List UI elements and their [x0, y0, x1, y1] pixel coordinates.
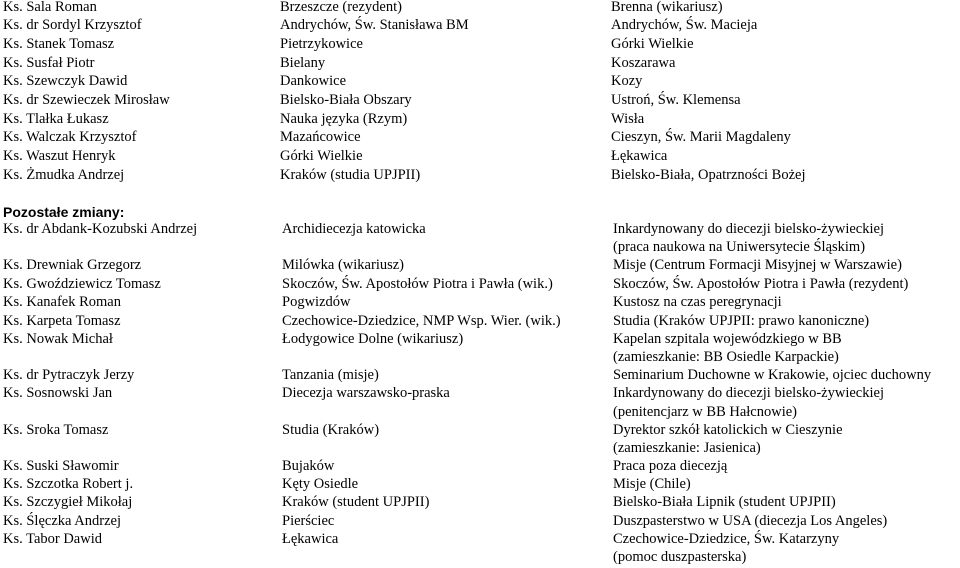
priest-name: Ks. Sroka Tomasz: [3, 422, 109, 438]
table-row: [0, 421, 960, 439]
priest-name: Ks. Żmudka Andrzej: [3, 167, 125, 183]
priest-name: Ks. Tlałka Łukasz: [3, 111, 109, 127]
previous-post: Kraków (studia UPJPII): [280, 167, 421, 183]
previous-post: Milówka (wikariusz): [282, 257, 405, 273]
section-heading: Pozostałe zmiany:: [3, 204, 125, 220]
new-post: Inkardynowany do diecezji bielsko-żywieckiej: [613, 221, 884, 237]
table-row: [0, 439, 960, 457]
priest-name: Ks. Gwoździewicz Tomasz: [3, 276, 161, 292]
table-row: [0, 293, 960, 311]
previous-post: Bielsko-Biała Obszary: [280, 92, 412, 108]
new-post: (praca naukowa na Uniwersytecie Śląskim): [613, 239, 866, 255]
previous-post: Dankowice: [280, 73, 347, 89]
table-row: [0, 72, 960, 90]
new-post: Misje (Centrum Formacji Misyjnej w Warszawie): [613, 257, 902, 273]
new-post: Studia (Kraków UPJPII: prawo kanoniczne): [613, 313, 870, 329]
priest-name: Ks. Susfał Piotr: [3, 55, 95, 71]
table-row: [0, 256, 960, 274]
table-row: [0, 330, 960, 348]
new-post: (pomoc duszpasterska): [613, 549, 747, 565]
table-row: [0, 54, 960, 72]
table-row: [0, 238, 960, 256]
priest-name: Ks. Szczygieł Mikołaj: [3, 494, 133, 510]
table-row: [0, 275, 960, 293]
new-post: Skoczów, Św. Apostołów Piotra i Pawła (rezydent): [613, 276, 909, 292]
table-row: [0, 366, 960, 384]
previous-post: Tanzania (misje): [282, 367, 379, 383]
priest-name: Ks. Stanek Tomasz: [3, 36, 115, 52]
table-row: [0, 0, 960, 16]
previous-post: Bujaków: [282, 458, 335, 474]
previous-post: Czechowice-Dziedzice, NMP Wsp. Wier. (wik.): [282, 313, 561, 329]
priest-name: Ks. Szczotka Robert j.: [3, 476, 134, 492]
new-post: Koszarawa: [611, 55, 676, 71]
priest-name: Ks. Drewniak Grzegorz: [3, 257, 142, 273]
priest-name: Ks. Waszut Henryk: [3, 148, 116, 164]
new-post: (zamieszkanie: BB Osiedle Karpackie): [613, 349, 839, 365]
table-row: [0, 110, 960, 128]
new-post: Łękawica: [611, 148, 668, 164]
table-row: [0, 128, 960, 146]
priest-name: Ks. Sosnowski Jan: [3, 385, 113, 401]
priest-name: Ks. Ślęczka Andrzej: [3, 513, 121, 529]
priest-name: Ks. dr Szewieczek Mirosław: [3, 92, 170, 108]
new-post: Duszpasterstwo w USA (diecezja Los Angeles): [613, 513, 888, 529]
new-post: (penitencjarz w BB Hałcnowie): [613, 404, 797, 420]
table-row: [0, 457, 960, 475]
table-row: [0, 16, 960, 34]
new-post: Kustosz na czas peregrynacji: [613, 294, 782, 310]
priest-name: Ks. Nowak Michał: [3, 331, 113, 347]
table-row: [0, 35, 960, 53]
new-post: Seminarium Duchowne w Krakowie, ojciec duchowny: [613, 367, 932, 383]
new-post: Górki Wielkie: [611, 36, 694, 52]
previous-post: Mazańcowice: [280, 129, 361, 145]
table-row: [0, 475, 960, 493]
table-row: [0, 166, 960, 184]
priest-name: Ks. Tabor Dawid: [3, 531, 102, 547]
previous-post: Pierściec: [282, 513, 335, 529]
table-row: [0, 220, 960, 238]
priest-name: Ks. dr Abdank-Kozubski Andrzej: [3, 221, 198, 237]
table-row: [0, 384, 960, 402]
new-post: Cieszyn, Św. Marii Magdaleny: [611, 129, 791, 145]
previous-post: Andrychów, Św. Stanisława BM: [280, 17, 469, 33]
previous-post: Kraków (student UPJPII): [282, 494, 430, 510]
priest-name: Ks. dr Sordyl Krzysztof: [3, 17, 142, 33]
priest-name: Ks. Kanafek Roman: [3, 294, 121, 310]
table-row: [0, 512, 960, 530]
previous-post: Studia (Kraków): [282, 422, 380, 438]
priest-name: Ks. Walczak Krzysztof: [3, 129, 137, 145]
table-row: [0, 403, 960, 421]
new-post: Kozy: [611, 73, 643, 89]
previous-post: Brzeszcze (rezydent): [280, 0, 402, 15]
new-post: Andrychów, Św. Macieja: [611, 17, 758, 33]
table-row: [0, 91, 960, 109]
priest-name: Ks. Karpeta Tomasz: [3, 313, 121, 329]
table-row: [0, 312, 960, 330]
table-row: [0, 147, 960, 165]
previous-post: Bielany: [280, 55, 326, 71]
new-post: Bielsko-Biała, Opatrzności Bożej: [611, 167, 806, 183]
new-post: (zamieszkanie: Jasienica): [613, 440, 761, 456]
priest-name: Ks. dr Pytraczyk Jerzy: [3, 367, 135, 383]
new-post: Praca poza diecezją: [613, 458, 728, 474]
previous-post: Kęty Osiedle: [282, 476, 359, 492]
new-post: Brenna (wikariusz): [611, 0, 723, 15]
table-row: [0, 548, 960, 566]
previous-post: Nauka języka (Rzym): [280, 111, 408, 127]
previous-post: Diecezja warszawsko-praska: [282, 385, 450, 401]
previous-post: Pietrzykowice: [280, 36, 363, 52]
previous-post: Skoczów, Św. Apostołów Piotra i Pawła (wik.): [282, 276, 553, 292]
priest-name: Ks. Sala Roman: [3, 0, 97, 15]
previous-post: Łodygowice Dolne (wikariusz): [282, 331, 464, 347]
new-post: Dyrektor szkół katolickich w Cieszynie: [613, 422, 843, 438]
new-post: Wisła: [611, 111, 645, 127]
table-row: [0, 530, 960, 548]
new-post: Misje (Chile): [613, 476, 691, 492]
table-row: [0, 493, 960, 511]
new-post: Bielsko-Biała Lipnik (student UPJPII): [613, 494, 836, 510]
priest-name: Ks. Szewczyk Dawid: [3, 73, 128, 89]
new-post: Ustroń, Św. Klemensa: [611, 92, 741, 108]
table-row: [0, 348, 960, 366]
previous-post: Archidiecezja katowicka: [282, 221, 426, 237]
previous-post: Pogwizdów: [282, 294, 351, 310]
new-post: Czechowice-Dziedzice, Św. Katarzyny: [613, 531, 840, 547]
previous-post: Łękawica: [282, 531, 339, 547]
new-post: Inkardynowany do diecezji bielsko-żywieckiej: [613, 385, 884, 401]
previous-post: Górki Wielkie: [280, 148, 363, 164]
priest-name: Ks. Suski Sławomir: [3, 458, 119, 474]
new-post: Kapelan szpitala wojewódzkiego w BB: [613, 331, 842, 347]
